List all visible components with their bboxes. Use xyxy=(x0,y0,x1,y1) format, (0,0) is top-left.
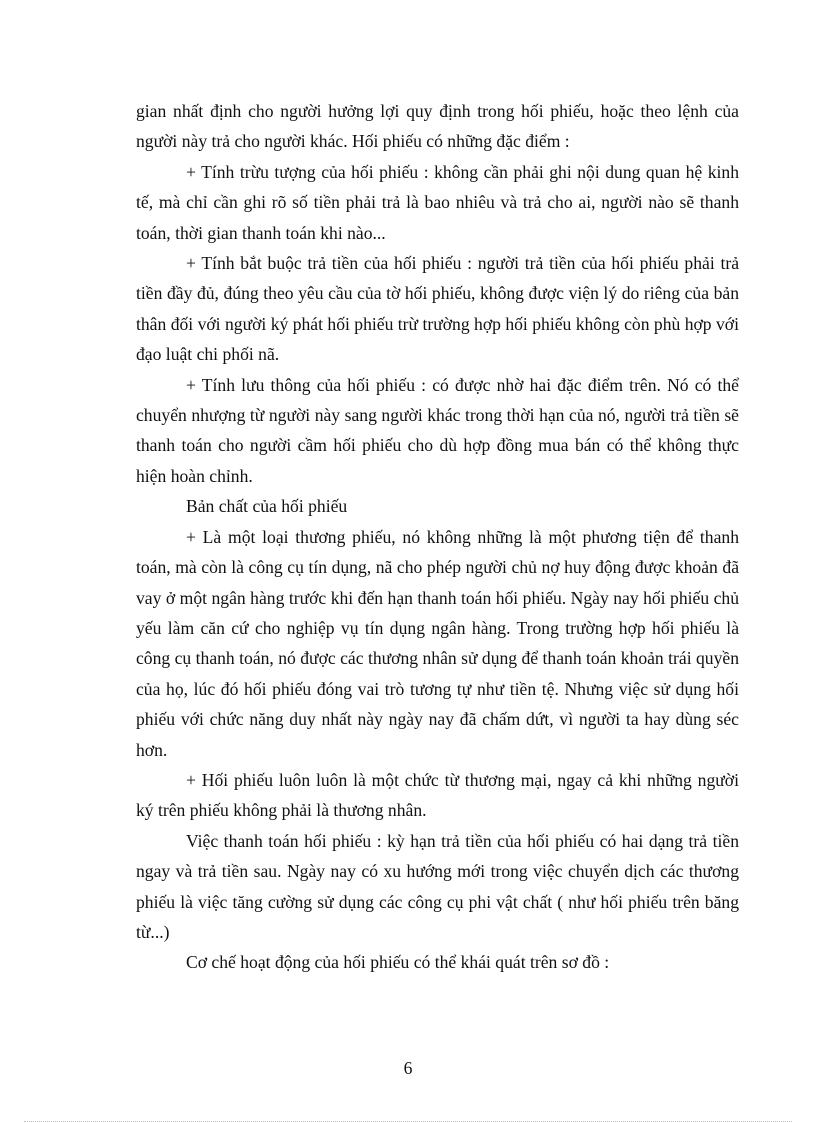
paragraph-4: + Tính lưu thông của hối phiếu : có được nhờ hai đặc điểm trên. Nó có thể chuyển nhượng từ người này sang người khác trong thời hạn của nó, người trả tiền sẽ thanh toán cho người cầm hối phiếu cho dù hợp đồng mua bán có thể không thực hiện hoàn chỉnh. xyxy=(136,374,739,486)
paragraph-1: gian nhất định cho người hưởng lợi quy định trong hối phiếu, hoặc theo lệnh của người này trả cho người khác. Hối phiếu có những đặc điểm : xyxy=(136,101,739,152)
paragraph-5: Bản chất của hối phiếu xyxy=(186,496,348,517)
page-bottom-divider xyxy=(24,1121,792,1122)
paragraph-6: + Là một loại thương phiếu, nó không những là một phương tiện để thanh toán, mà còn là công cụ tín dụng, nã cho phép người chủ nợ huy động được khoản đã vay ở một ngân hàng trước khi đến hạn thanh toán hối phiếu. Ngày nay hối phiếu chủ yếu làm căn cứ cho nghiệp vụ tín dụng ngân hàng. Trong trường hợp hối phiếu là công cụ thanh toán, nó được các thương nhân sử dụng để thanh toán khoản trái quyền của họ, lúc đó hối phiếu đóng vai trò tương tự như tiền tệ. Nhưng việc sử dụng hối phiếu với chức năng duy nhất này ngày nay đã chấm dứt, vì người ta hay dùng séc hơn. xyxy=(136,526,739,760)
body-text xyxy=(136,96,739,978)
paragraph-2: + Tính trừu tượng của hối phiếu : không cần phải ghi nội dung quan hệ kinh tế, mà chỉ cần ghi rõ số tiền phải trả là bao nhiêu và trả cho ai, người nào sẽ thanh toán, thời gian thanh toán khi nào... xyxy=(136,161,739,243)
paragraph-7: + Hối phiếu luôn luôn là một chức từ thương mại, ngay cả khi những người ký trên phiếu không phải là thương nhân. xyxy=(136,769,739,821)
paragraph-8: Việc thanh toán hối phiếu : kỳ hạn trả tiền của hối phiếu có hai dạng trả tiền ngay và trả tiền sau. Ngày nay có xu hướng mới trong việc chuyển dịch các thương phiếu là việc tăng cường sử dụng các công cụ phi vật chất ( như hối phiếu trên băng từ...) xyxy=(136,830,739,942)
paragraph-9: Cơ chế hoạt động của hối phiếu có thể khái quát trên sơ đồ : xyxy=(186,952,610,973)
page-number: 6 xyxy=(403,1058,413,1078)
paragraph-3: + Tính bắt buộc trả tiền của hối phiếu : người trả tiền của hối phiếu phải trả tiền đầy đủ, đúng theo yêu cầu của tờ hối phiếu, không được viện lý do riêng của bản thân đối với người ký phát hối phiếu trừ trường hợp hối phiếu không còn phù hợp với đạo luật chi phối nã. xyxy=(136,253,739,365)
